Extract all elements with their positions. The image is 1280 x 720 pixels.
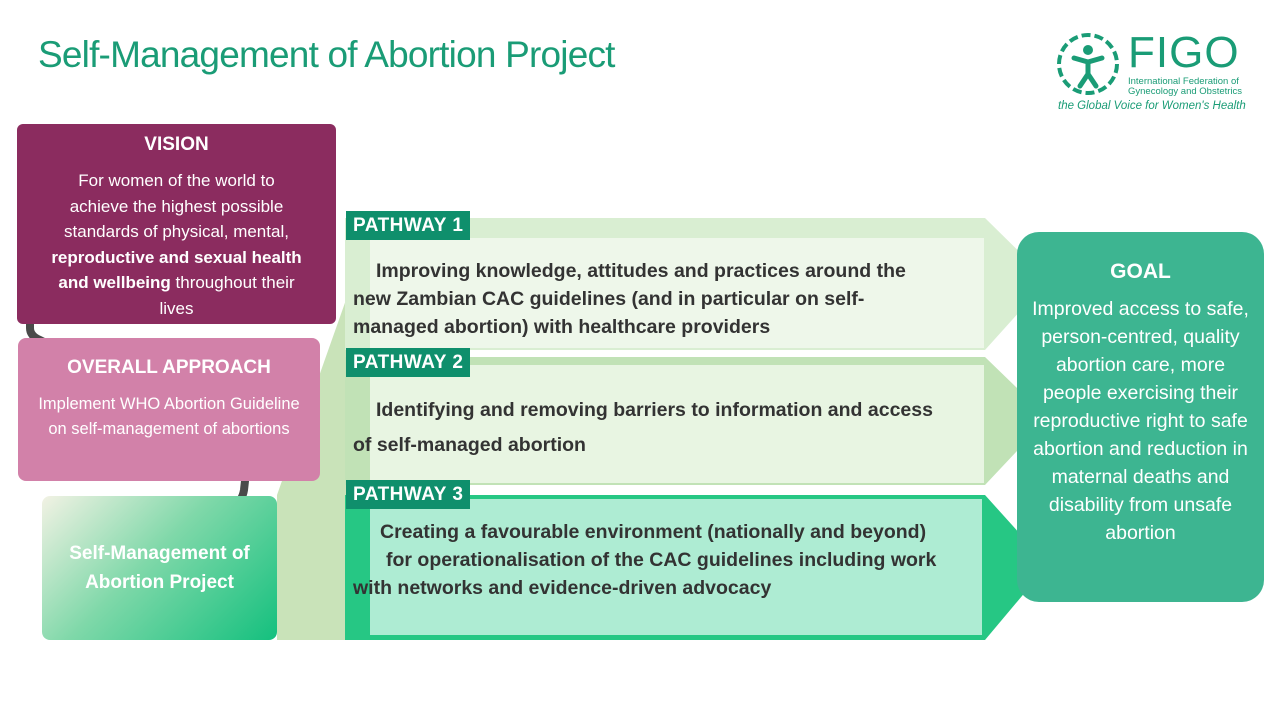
pathway-3-line3: with networks and evidence-driven advocacy <box>353 577 772 599</box>
pathway-2-line1: Identifying and removing barriers to information and access <box>376 399 933 421</box>
pathway-2-label: PATHWAY 2 <box>346 348 470 377</box>
vision-text-part1: For women of the world to achieve the highest possible standards of physical, mental, <box>64 171 289 241</box>
figo-emblem-icon <box>1056 32 1120 96</box>
figo-subtitle <box>1128 77 1242 97</box>
project-box <box>42 496 277 640</box>
pathway-2-line2: of self-managed abortion <box>353 434 586 456</box>
approach-box <box>18 338 320 481</box>
figo-logo-text: FIGO <box>1128 28 1240 77</box>
approach-heading: OVERALL APPROACH <box>67 357 271 378</box>
project-title-line1: Self-Management of <box>69 543 250 564</box>
project-title-line2: Abortion Project <box>85 572 234 593</box>
vision-heading: VISION <box>144 134 209 155</box>
pathway-1-line3: managed abortion) with healthcare providers <box>353 316 771 338</box>
pathway-3-line1: Creating a favourable environment (nationally and beyond) <box>380 521 927 543</box>
vision-text-part2: throughout their lives <box>159 273 295 318</box>
pathway-3-text <box>353 518 983 602</box>
vision-text <box>47 168 306 321</box>
figo-subtitle-line1: International Federation of <box>1128 76 1239 87</box>
vision-box <box>17 124 336 324</box>
pathway-2-text <box>353 393 983 463</box>
pathway-3-label: PATHWAY 3 <box>346 480 470 509</box>
page-title: Self-Management of Abortion Project <box>38 34 615 75</box>
goal-text: Improved access to safe, person-centred, quality abortion care, more people exercising their reproductive right to safe abortion and reduction in maternal deaths and disability from unsafe abortion <box>1032 298 1249 544</box>
pathway-1-label: PATHWAY 1 <box>346 211 470 240</box>
pathway-3-line2: for operationalisation of the CAC guidelines including work <box>386 549 937 571</box>
goal-heading: GOAL <box>1110 260 1171 283</box>
goal-box <box>1017 232 1264 602</box>
pathway-1-line1: Improving knowledge, attitudes and practices around the <box>376 260 906 282</box>
approach-text: Implement WHO Abortion Guideline on self-management of abortions <box>38 395 300 438</box>
figo-tagline: the Global Voice for Women's Health <box>1058 100 1246 112</box>
pathway-1-text <box>353 257 983 341</box>
figo-subtitle-line2: Gynecology and Obstetrics <box>1128 86 1243 97</box>
pathway-1-line2: new Zambian CAC guidelines (and in particular on self- <box>353 288 865 310</box>
vision-text-bold: reproductive and sexual health and wellbeing <box>51 247 302 292</box>
